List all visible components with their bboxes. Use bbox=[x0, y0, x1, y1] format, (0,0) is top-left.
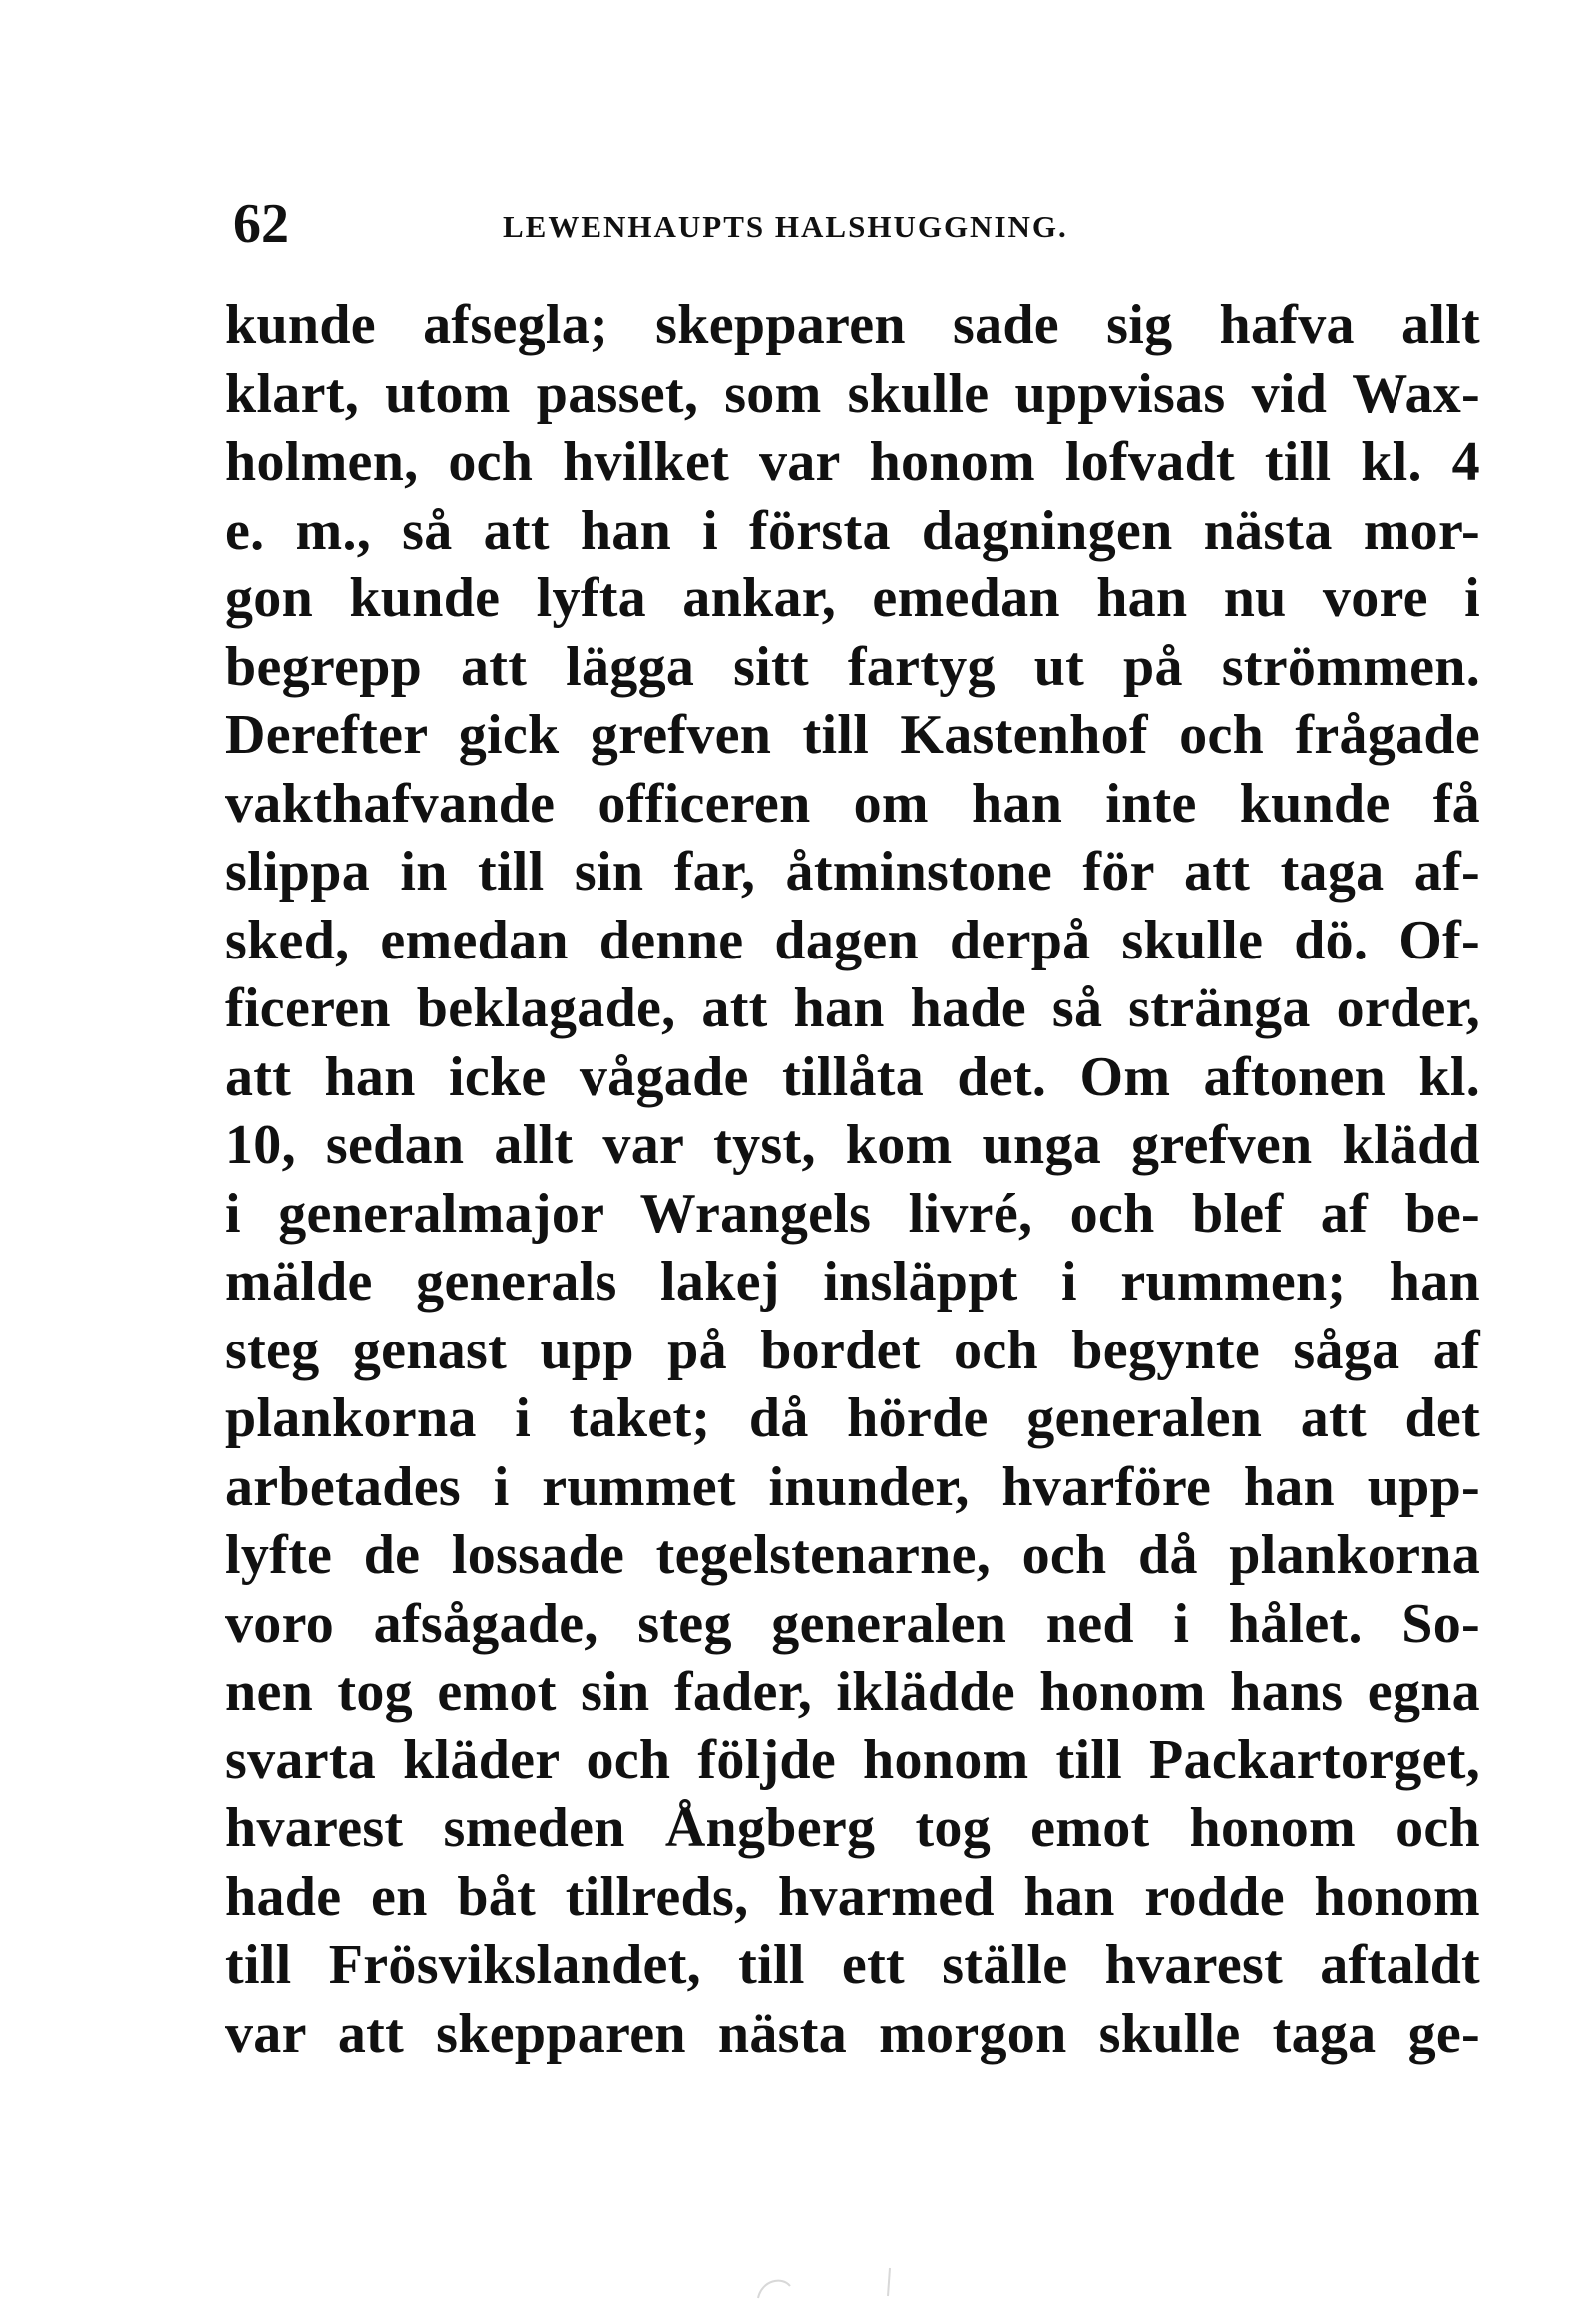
text-line: klart, utom passet, som skulle uppvisas vid Wax- bbox=[225, 362, 1480, 425]
watermark bbox=[738, 2262, 928, 2300]
text-line: mälde generals lakej insläppt i rummen; han bbox=[225, 1251, 1480, 1313]
text-line: hade en båt tillreds, hvarmed han rodde honom bbox=[225, 1865, 1480, 1928]
text-line: lyfte de lossade tegelstenarne, och då plankorna bbox=[225, 1524, 1480, 1586]
body-text bbox=[225, 291, 1480, 2068]
text-line: steg genast upp på bordet och begynte såga af bbox=[225, 1319, 1480, 1381]
page-number: 62 bbox=[233, 193, 289, 255]
text-line: e. m., så att han i första dagningen nästa mor- bbox=[225, 499, 1480, 562]
text-line: plankorna i taket; då hörde generalen att det bbox=[225, 1387, 1480, 1449]
text-line: arbetades i rummet inunder, hvarföre han upp- bbox=[225, 1455, 1480, 1518]
text-line: gon kunde lyfta ankar, emedan han nu vore i bbox=[225, 568, 1480, 629]
text-line: voro afsågade, steg generalen ned i hålet. So- bbox=[225, 1592, 1480, 1655]
text-line: svarta kläder och följde honom till Packartorget, bbox=[225, 1728, 1480, 1791]
text-line: vakthafvande officeren om han inte kunde få bbox=[225, 772, 1480, 835]
text-line: slippa in till sin far, åtminstone för att taga af- bbox=[225, 841, 1480, 903]
text-line: kunde afsegla; skepparen sade sig hafva allt bbox=[225, 294, 1480, 356]
text-line: sked, emedan denne dagen derpå skulle dö. Of- bbox=[225, 909, 1480, 971]
running-head bbox=[233, 190, 1480, 259]
text-line: att han icke vågade tillåta det. Om aftonen kl. bbox=[225, 1045, 1480, 1108]
text-line: holmen, och hvilket var honom lofvadt till kl. 4 bbox=[225, 431, 1480, 493]
watermark-glyphs-icon bbox=[738, 2262, 928, 2300]
text-line: Derefter gick grefven till Kastenhof och frågade bbox=[225, 704, 1480, 766]
text-line: ficeren beklagade, att han hade så stränga order, bbox=[225, 977, 1480, 1039]
running-title: LEWENHAUPTS HALSHUGGNING. bbox=[503, 209, 1068, 244]
text-line: till Frösvikslandet, till ett ställe hvarest aftaldt bbox=[225, 1934, 1480, 1996]
text-line: hvarest smeden Ångberg tog emot honom och bbox=[225, 1797, 1480, 1859]
text-line: i generalmajor Wrangels livré, och blef af be- bbox=[225, 1182, 1480, 1245]
text-line: 10, sedan allt var tyst, kom unga grefven klädd bbox=[225, 1114, 1480, 1176]
text-line: nen tog emot sin fader, iklädde honom hans egna bbox=[225, 1661, 1480, 1723]
text-line: begrepp att lägga sitt fartyg ut på strömmen. bbox=[225, 635, 1480, 698]
text-line: var att skepparen nästa morgon skulle taga ge- bbox=[225, 2002, 1480, 2065]
